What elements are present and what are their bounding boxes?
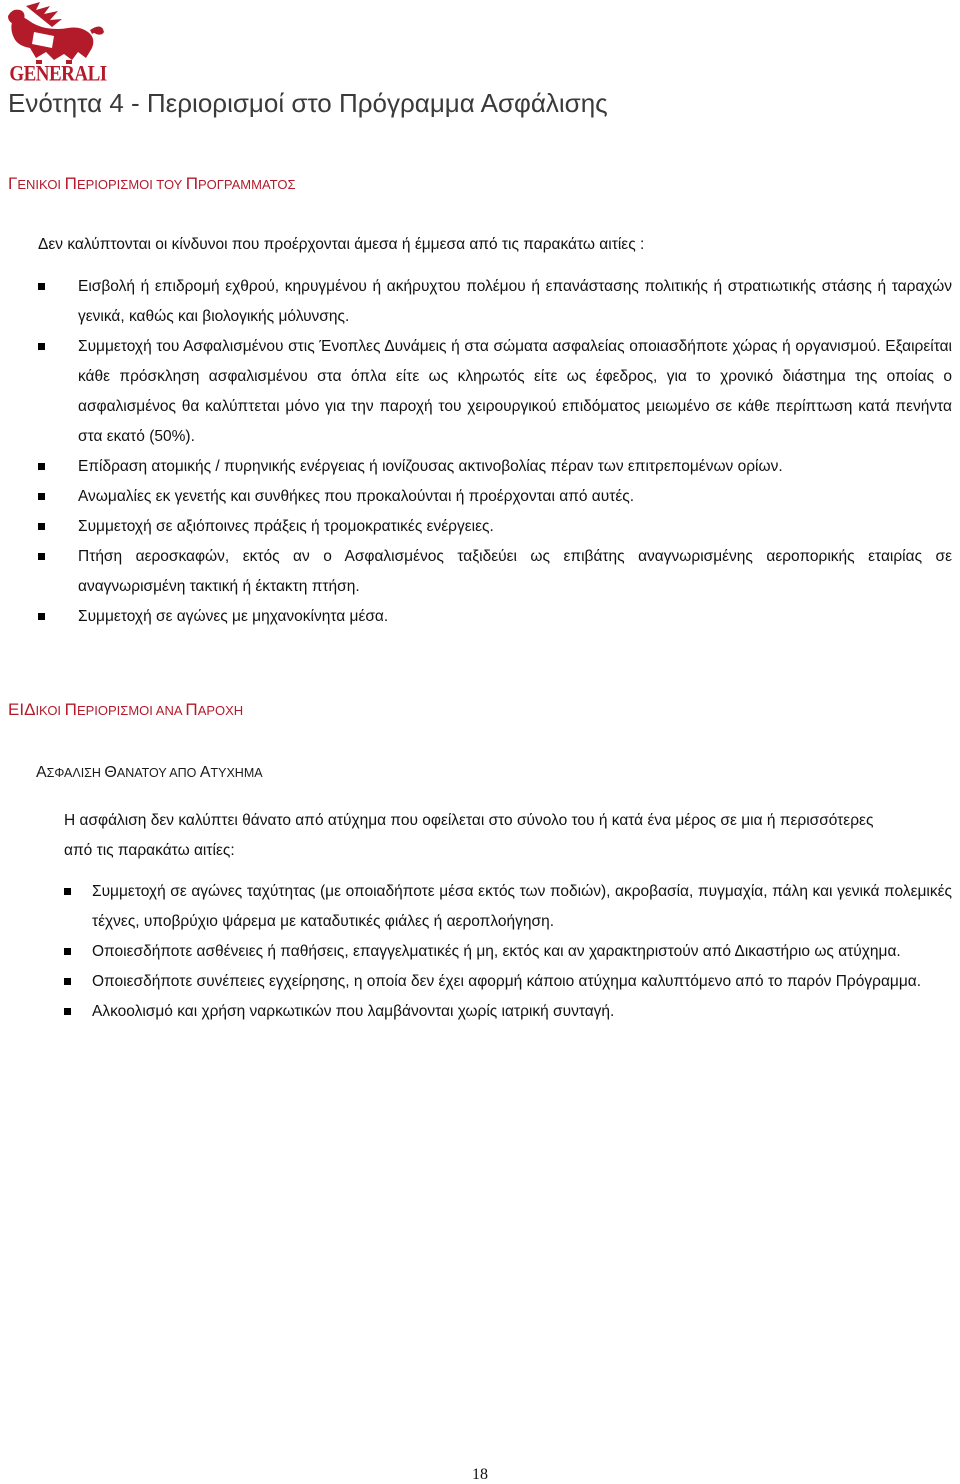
list-item: Αλκοολισμό και χρήση ναρκωτικών που λαμβάνονται χωρίς ιατρική συνταγή. — [92, 997, 952, 1027]
list-item: Συμμετοχή του Ασφαλισμένου στις Ένοπλες Δυνάμεις ή στα σώματα ασφαλείας οποιασδήποτε χώρας ή οργανισμού. Εξαιρείται κάθε πρόσκληση ασφαλισμένου στα όπλα είτε ως κληρωτός είτε ως έφεδρος, για το χρονικό διάστημα της οποίας ο ασφαλισμένος θα καλύπτεται μόνο για την παροχή του χειρουργικού επιδόματος μειωμένο σε κάθε περίπτωση κατά πενήντα στα εκατό (50%). — [78, 332, 952, 452]
list-item: Επίδραση ατομικής / πυρηνικής ενέργειας ή ιονίζουσας ακτινοβολίας πέραν των επιτρεπομένων ορίων. — [78, 452, 952, 482]
list-item: Συμμετοχή σε αγώνες ταχύτητας (με οποιαδήποτε μέσα εκτός των ποδιών), ακροβασία, πυγμαχία, πάλη και γενικά πολεμικές τέχνες, υποβρύχιο ψάρεμα με καταδυτικές φιάλες ή αεροπλοήγηση. — [92, 877, 952, 937]
general-intro-text: Δεν καλύπτονται οι κίνδυνοι που προέρχονται άμεσα ή έμμεσα από τις παρακάτω αιτίες : — [38, 236, 645, 253]
square-bullet-icon — [38, 523, 45, 530]
page-number: 18 — [472, 1466, 488, 1483]
page-title: Ενότητα 4 - Περιορισμοί στο Πρόγραμμα Ασφάλισης — [8, 88, 608, 118]
list-item: Συμμετοχή σε αγώνες με μηχανοκίνητα μέσα. — [78, 602, 952, 632]
square-bullet-icon — [64, 1008, 71, 1015]
list-item: Οποιεσδήποτε συνέπειες εγχείρησης, η οποία δεν έχει αφορμή κάποιο ατύχημα καλυπτόμενο από το παρόν Πρόγραμμα. — [92, 967, 952, 997]
logo-wordmark: GENERALI — [9, 62, 107, 87]
list-item: Οποιεσδήποτε ασθένειες ή παθήσεις, επαγγελματικές ή μη, εκτός και αν χαρακτηριστούν από Δικαστήριο ως ατύχημα. — [92, 937, 952, 967]
square-bullet-icon — [38, 613, 45, 620]
section-heading-special: ΕΙΔΙΚΟΙ ΠΕΡΙΟΡΙΣΜΟΙ ΑΝΑ ΠΑΡΟΧΗ — [8, 700, 244, 719]
square-bullet-icon — [64, 888, 71, 895]
section-heading-general: ΓΕΝΙΚΟΙ ΠΕΡΙΟΡΙΣΜΟΙ ΤΟΥ ΠΡΟΓΡΑΜΜΑΤΟΣ — [8, 174, 296, 193]
general-exclusions-list — [78, 272, 952, 632]
list-item: Πτήση αεροσκαφών, εκτός αν ο Ασφαλισμένος ταξιδεύει ως επιβάτης αναγνωρισμένης αεροπορικής εταιρίας σε αναγνωρισμένη τακτική ή έκτακτη πτήση. — [78, 542, 952, 602]
list-item: Ανωμαλίες εκ γενετής και συνθήκες που προκαλούνται ή προέρχονται από αυτές. — [78, 482, 952, 512]
accidental-death-exclusions-list — [92, 877, 952, 1027]
special-intro-text: Η ασφάλιση δεν καλύπτει θάνατο από ατύχημα που οφείλεται στο σύνολο του ή κατά ένα μέρος σε μια ή περισσότερες από τις παρακάτω αιτίες: — [64, 812, 874, 859]
square-bullet-icon — [38, 283, 45, 290]
square-bullet-icon — [38, 493, 45, 500]
square-bullet-icon — [64, 978, 71, 985]
list-item: Εισβολή ή επιδρομή εχθρού, κηρυγμένου ή ακήρυχτου πολέμου ή επανάστασης πολιτικής ή στρατιωτικής στάσης ή ταραχών γενικά, καθώς και βιολογικής μόλυνσης. — [78, 272, 952, 332]
list-item: Συμμετοχή σε αξιόποινες πράξεις ή τρομοκρατικές ενέργειες. — [78, 512, 952, 542]
subsection-heading-accidental-death: ΑΣΦΑΛΙΣΗ ΘΑΝΑΤΟΥ ΑΠΟ ΑΤΥΧΗΜΑ — [36, 764, 263, 781]
square-bullet-icon — [64, 948, 71, 955]
generali-logo — [6, 2, 108, 87]
square-bullet-icon — [38, 343, 45, 350]
square-bullet-icon — [38, 553, 45, 560]
square-bullet-icon — [38, 463, 45, 470]
